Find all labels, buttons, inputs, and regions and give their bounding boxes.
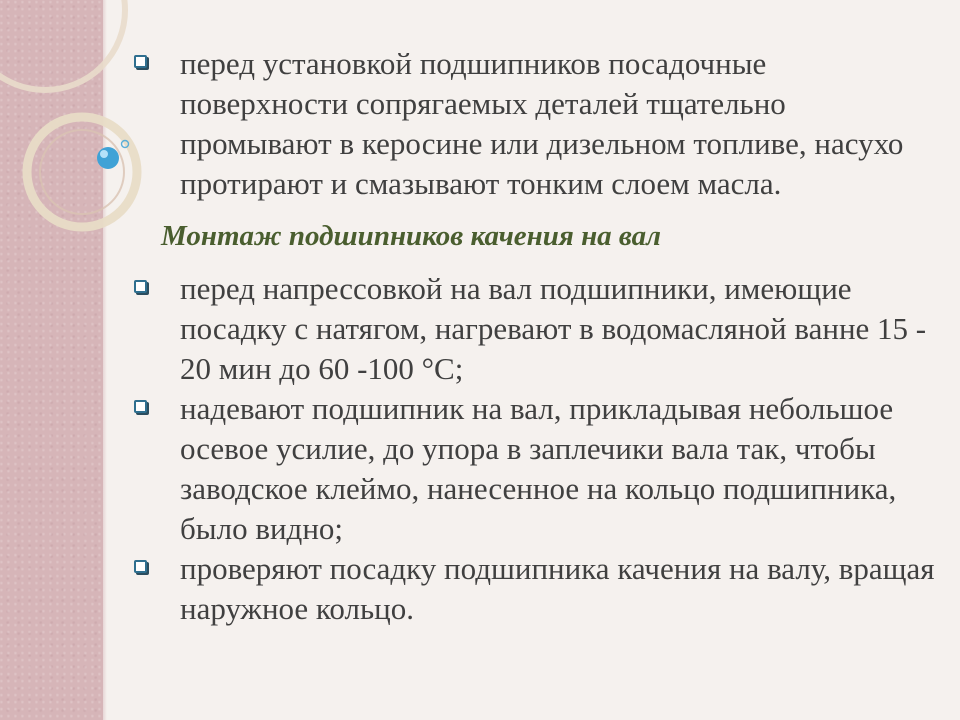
bullet-item-2 [130,269,940,389]
deco-ring-middle [27,117,137,227]
square-bullet-icon [134,560,147,573]
bullet-text-3: надевают подшипник на вал, прикладывая небольшое осевое усилие, до упора в заплечики вала так, чтобы заводское клеймо, нанесенное на кольцо подшипника, было видно; [180,391,897,546]
bullet-text-4: проверяют посадку подшипника качения на валу, вращая наружное кольцо. [180,551,935,626]
deco-sphere-large [97,147,119,169]
square-bullet-icon [134,400,147,413]
deco-ring-inner [40,130,124,214]
bullet-item-1 [130,44,940,204]
bullet-text-1: перед установкой подшипников посадочные поверхности сопрягаемых деталей тщательно промывают в керосине или дизельном топливе, насухо протирают и смазывают тонким слоем масла. [180,46,904,201]
bullet-item-3 [130,389,940,549]
square-bullet-icon [134,280,147,293]
bullet-text-2: перед напрессовкой на вал подшипники, имеющие посадку с натягом, нагревают в водомасляной ванне 15 - 20 мин до 60 -100 °С; [180,271,927,386]
bullet-item-4 [130,549,940,629]
slide-content [130,44,940,629]
deco-sphere-highlight [100,150,108,158]
square-bullet-icon [134,55,147,68]
section-heading: Монтаж подшипников качения на вал [161,220,662,252]
deco-ring-top [0,0,125,90]
